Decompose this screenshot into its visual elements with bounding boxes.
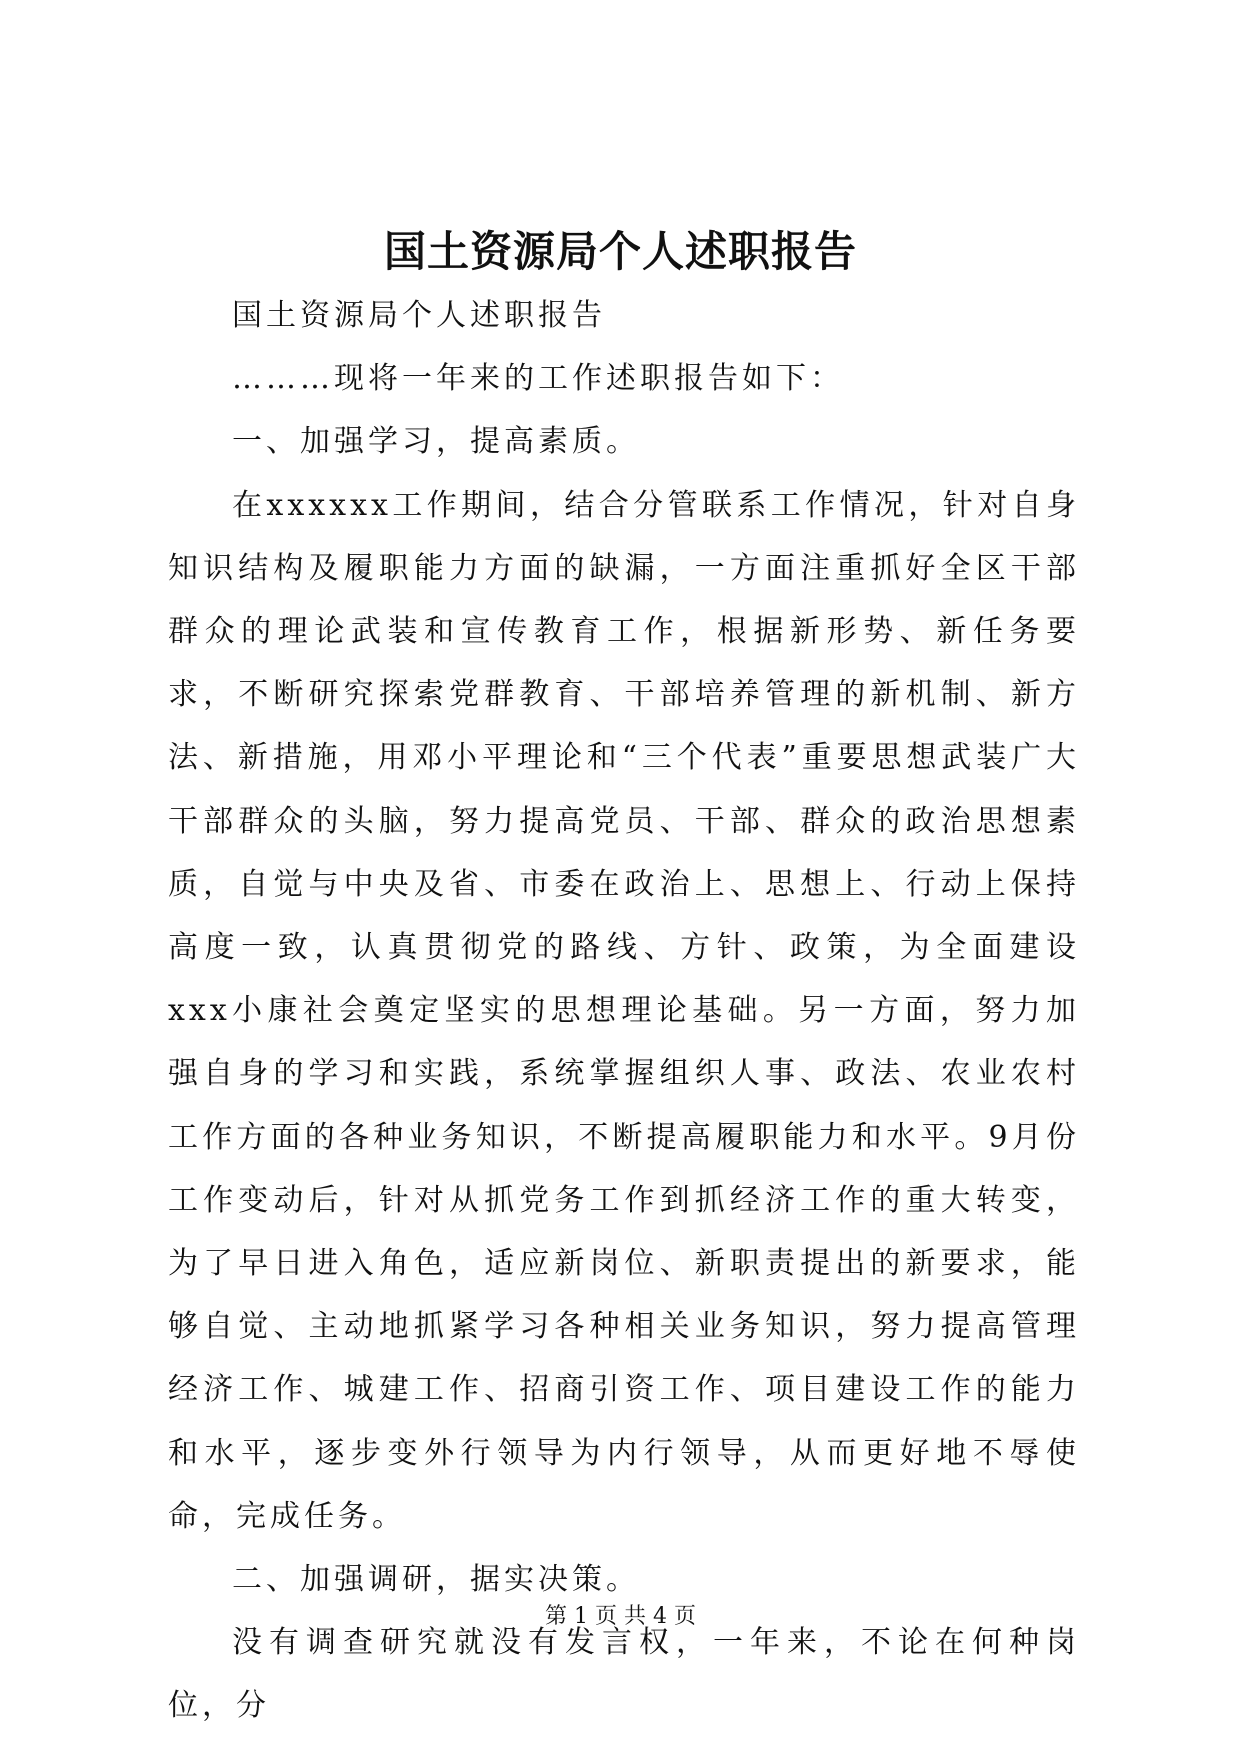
page-number-footer: 第 1 页 共 4 页 [545,1604,696,1629]
paragraph-subtitle: 国土资源局个人述职报告 [232,298,606,333]
document-title: 国土资源局个人述职报告 [383,227,857,276]
section-heading-2: 二、加强调研，据实决策。 [232,1562,640,1598]
document-body [168,284,1080,1738]
paragraph-intro: ………现将一年来的工作述职报告如下： [232,361,844,397]
paragraph-section-2-body: 没有调查研究就没有发言权，一年来，不论在何种岗位，分 [168,1625,1080,1724]
paragraph-section-1-body: 在xxxxxx工作期间，结合分管联系工作情况，针对自身知识结构及履职能力方面的缺漏，一方面注重抓好全区干部群众的理论武装和宣传教育工作，根据新形势、新任务要求，不断研究探索党群教育、干部培养管理的新机制、新方法、新措施，用邓小平理论和“三个代表”重要思想武装广大干部群众的头脑，努力提高党员、干部、群众的政治思想素质，自觉与中央及省、市委在政治上、思想上、行动上保持高度一致，认真贯彻党的路线、方针、政策，为全面建设xxx小康社会奠定坚实的思想理论基础。另一方面，努力加强自身的学习和实践，系统掌握组织人事、政法、农业农村工作方面的各种业务知识，不断提高履职能力和水平。9月份工作变动后，针对从抓党务工作到抓经济工作的重大转变，为了早日进入角色，适应新岗位、新职责提出的新要求，能够自觉、主动地抓紧学习各种相关业务知识，努力提高管理经济工作、城建工作、招商引资工作、项目建设工作的能力和水平，逐步变外行领导为内行领导，从而更好地不辱使命，完成任务。 [168,487,1080,1534]
section-heading-1: 一、加强学习，提高素质。 [232,424,640,460]
